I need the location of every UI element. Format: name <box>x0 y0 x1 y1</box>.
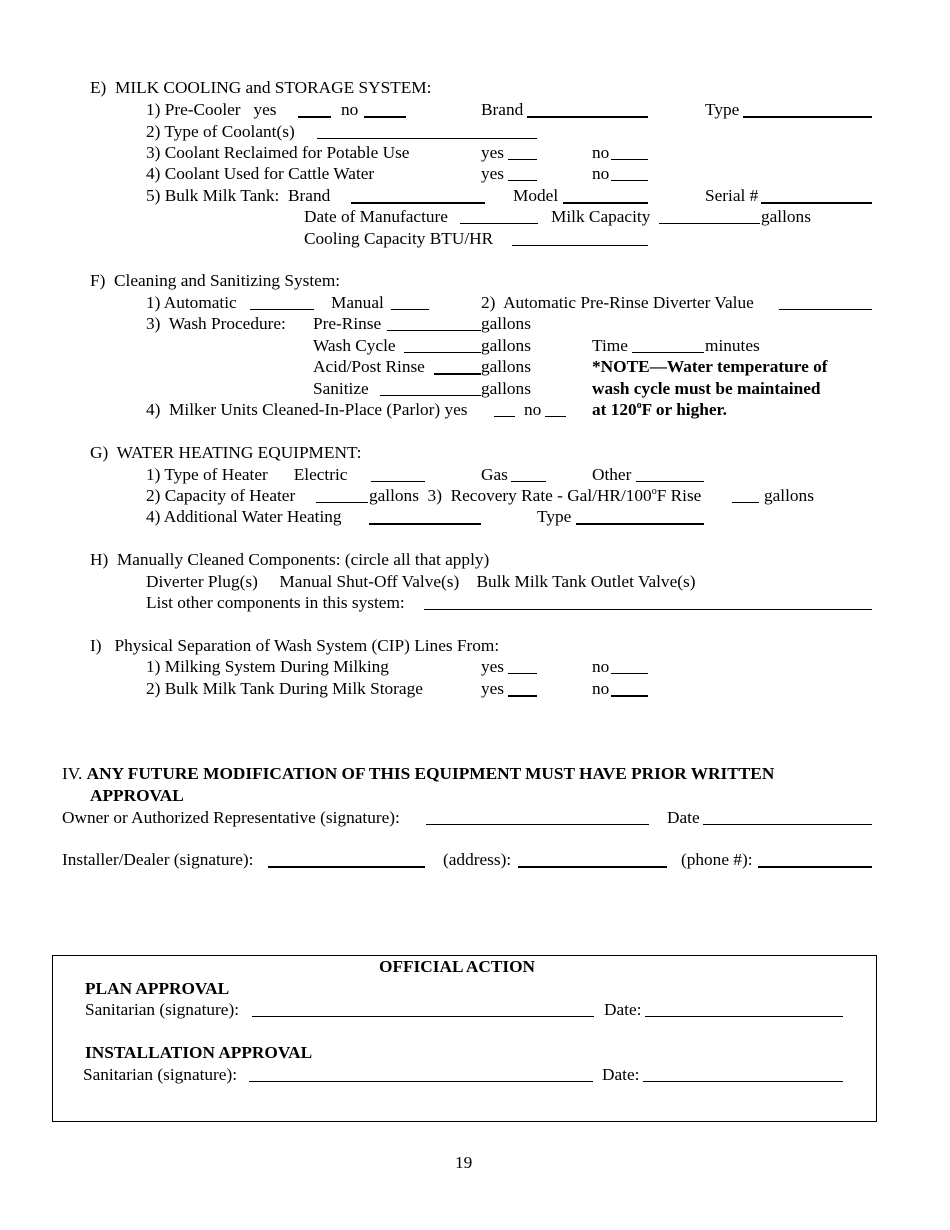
bulk-tank-label: 5) Bulk Milk Tank: Brand <box>146 186 331 205</box>
precooler-brand-label: Brand <box>481 100 524 119</box>
note-line-1: *NOTE—Water temperature of <box>592 357 828 376</box>
pre-rinse-gallons: gallons <box>481 314 531 333</box>
automatic-label: 1) Automatic <box>146 293 237 312</box>
section-iv-heading-2: APPROVAL <box>90 786 184 805</box>
acid-rinse-gallons: gallons <box>481 357 531 376</box>
sanitize-gallons: gallons <box>481 379 531 398</box>
sanitize-field[interactable] <box>380 395 481 396</box>
recovery-rate-label: gallons 3) Recovery Rate - Gal/HR/100$^o$F Rise <box>369 486 702 505</box>
milk-capacity-field[interactable] <box>659 223 760 224</box>
installation-sanitarian-label: Sanitarian (signature): <box>83 1065 238 1084</box>
gas-field[interactable] <box>511 481 546 482</box>
other-label: Other <box>592 465 632 484</box>
cattle-no-label: no <box>592 164 610 183</box>
reclaimed-yes-label: yes <box>481 143 505 162</box>
other-field[interactable] <box>636 481 704 482</box>
section-f-title: F) Cleaning and Sanitizing System: <box>90 271 341 290</box>
installation-date-field[interactable] <box>643 1081 843 1082</box>
diverter-label: 2) Automatic Pre-Rinse Diverter Value <box>481 293 754 312</box>
milker-units-label: 4) Milker Units Cleaned-In-Place (Parlor) yes <box>146 400 468 419</box>
bulk-no-field[interactable] <box>611 695 648 697</box>
recovery-rate-field[interactable] <box>732 502 759 503</box>
tank-serial-label: Serial # <box>705 186 759 205</box>
automatic-field[interactable] <box>250 309 314 310</box>
milking-yes-field[interactable] <box>508 673 537 674</box>
milker-yes-field[interactable] <box>494 416 515 417</box>
precooler-type-field[interactable] <box>743 116 872 118</box>
recovery-gallons: gallons <box>764 486 814 505</box>
list-other-label: List other components in this system: <box>146 593 405 612</box>
cattle-yes-field[interactable] <box>508 180 537 181</box>
note-line-2: wash cycle must be maintained <box>592 379 821 398</box>
reclaimed-no-label: no <box>592 143 610 162</box>
section-e-title: E) MILK COOLING and STORAGE SYSTEM: <box>90 78 432 97</box>
acid-rinse-label: Acid/Post Rinse <box>313 357 425 376</box>
section-g-title: G) WATER HEATING EQUIPMENT: <box>90 443 362 462</box>
plan-date-label: Date: <box>604 1000 642 1019</box>
pre-rinse-label: Pre-Rinse <box>313 314 382 333</box>
date-mfg-label: Date of Manufacture <box>304 207 448 226</box>
precooler-type-label: Type <box>705 100 740 119</box>
installation-sanitarian-field[interactable] <box>249 1081 593 1082</box>
date-mfg-field[interactable] <box>460 223 538 224</box>
manual-label: Manual <box>331 293 384 312</box>
note-line-3: at 120$^o$F or higher. <box>592 400 727 419</box>
bulk-yes-field[interactable] <box>508 695 537 697</box>
additional-type-label: Type <box>537 507 572 526</box>
precooler-yes-field[interactable] <box>298 116 331 118</box>
list-other-field[interactable] <box>424 609 872 610</box>
additional-heating-field[interactable] <box>369 523 481 525</box>
reclaimed-no-field[interactable] <box>611 159 648 160</box>
tank-model-field[interactable] <box>563 202 648 204</box>
installer-phone-field[interactable] <box>758 866 872 868</box>
bulk-yes-label: yes <box>481 679 505 698</box>
bulk-storage-label: 2) Bulk Milk Tank During Milk Storage <box>146 679 423 698</box>
electric-field[interactable] <box>371 481 425 482</box>
tank-model-label: Model <box>513 186 559 205</box>
milking-no-label: no <box>592 657 610 676</box>
milker-no-field[interactable] <box>545 416 566 417</box>
time-label: Time <box>592 336 628 355</box>
diverter-field[interactable] <box>779 309 872 310</box>
plan-approval-heading: PLAN APPROVAL <box>85 979 230 998</box>
owner-date-label: Date <box>667 808 700 827</box>
wash-cycle-gallons: gallons <box>481 336 531 355</box>
section-iv-heading: IV. ANY FUTURE MODIFICATION OF THIS EQUIPMENT MUST HAVE PRIOR WRITTEN <box>62 764 775 783</box>
installer-phone-label: (phone #): <box>681 850 753 869</box>
cooling-capacity-label: Cooling Capacity BTU/HR <box>304 229 494 248</box>
bulk-no-label: no <box>592 679 610 698</box>
installation-date-label: Date: <box>602 1065 640 1084</box>
heater-capacity-field[interactable] <box>316 502 368 503</box>
coolant-reclaimed-label: 3) Coolant Reclaimed for Potable Use <box>146 143 410 162</box>
installer-address-field[interactable] <box>518 866 667 868</box>
plan-sanitarian-field[interactable] <box>252 1016 594 1017</box>
page-number: 19 <box>455 1153 473 1172</box>
tank-serial-field[interactable] <box>761 202 872 204</box>
plan-sanitarian-label: Sanitarian (signature): <box>85 1000 240 1019</box>
plan-date-field[interactable] <box>645 1016 843 1017</box>
owner-signature-label: Owner or Authorized Representative (signature): <box>62 808 400 827</box>
reclaimed-yes-field[interactable] <box>508 159 537 160</box>
installer-signature-label: Installer/Dealer (signature): <box>62 850 254 869</box>
installer-address-label: (address): <box>443 850 512 869</box>
cattle-yes-label: yes <box>481 164 505 183</box>
heater-type-label: 1) Type of Heater Electric <box>146 465 348 484</box>
acid-rinse-field[interactable] <box>434 373 481 375</box>
milking-system-label: 1) Milking System During Milking <box>146 657 389 676</box>
wash-procedure-label: 3) Wash Procedure: <box>146 314 286 333</box>
additional-type-field[interactable] <box>576 523 704 525</box>
precooler-brand-field[interactable] <box>527 116 648 118</box>
installer-signature-field[interactable] <box>268 866 425 868</box>
manual-field[interactable] <box>391 309 429 310</box>
wash-cycle-field[interactable] <box>404 352 481 353</box>
wash-cycle-label: Wash Cycle <box>313 336 396 355</box>
coolant-type-label: 2) Type of Coolant(s) <box>146 122 295 141</box>
gas-label: Gas <box>481 465 508 484</box>
cooling-capacity-field[interactable] <box>512 245 648 246</box>
additional-heating-label: 4) Additional Water Heating <box>146 507 342 526</box>
official-action-title: OFFICIAL ACTION <box>379 957 536 976</box>
section-h-title: H) Manually Cleaned Components: (circle all that apply) <box>90 550 490 569</box>
precooler-no-label: no <box>341 100 359 119</box>
tank-brand-field[interactable] <box>351 202 485 204</box>
installation-approval-heading: INSTALLATION APPROVAL <box>85 1043 313 1062</box>
time-field[interactable] <box>632 352 704 353</box>
cattle-no-field[interactable] <box>611 180 648 181</box>
milking-yes-label: yes <box>481 657 505 676</box>
section-i-title: I) Physical Separation of Wash System (CIP) Lines From: <box>90 636 500 655</box>
precooler-label: 1) Pre-Cooler yes <box>146 100 277 119</box>
pre-rinse-field[interactable] <box>387 330 481 331</box>
minutes-label: minutes <box>705 336 760 355</box>
owner-date-field[interactable] <box>703 824 872 825</box>
milking-no-field[interactable] <box>611 673 648 674</box>
owner-signature-field[interactable] <box>426 824 649 825</box>
milk-capacity-label: Milk Capacity <box>551 207 651 226</box>
coolant-type-field[interactable] <box>317 138 537 139</box>
milker-no-label: no <box>524 400 542 419</box>
precooler-no-field[interactable] <box>364 116 406 118</box>
sanitize-label: Sanitize <box>313 379 369 398</box>
milk-capacity-gallons: gallons <box>761 207 811 226</box>
coolant-cattle-label: 4) Coolant Used for Cattle Water <box>146 164 375 183</box>
heater-capacity-label: 2) Capacity of Heater <box>146 486 296 505</box>
components-options[interactable]: Diverter Plug(s) Manual Shut-Off Valve(s) Bulk Milk Tank Outlet Valve(s) <box>146 572 696 591</box>
